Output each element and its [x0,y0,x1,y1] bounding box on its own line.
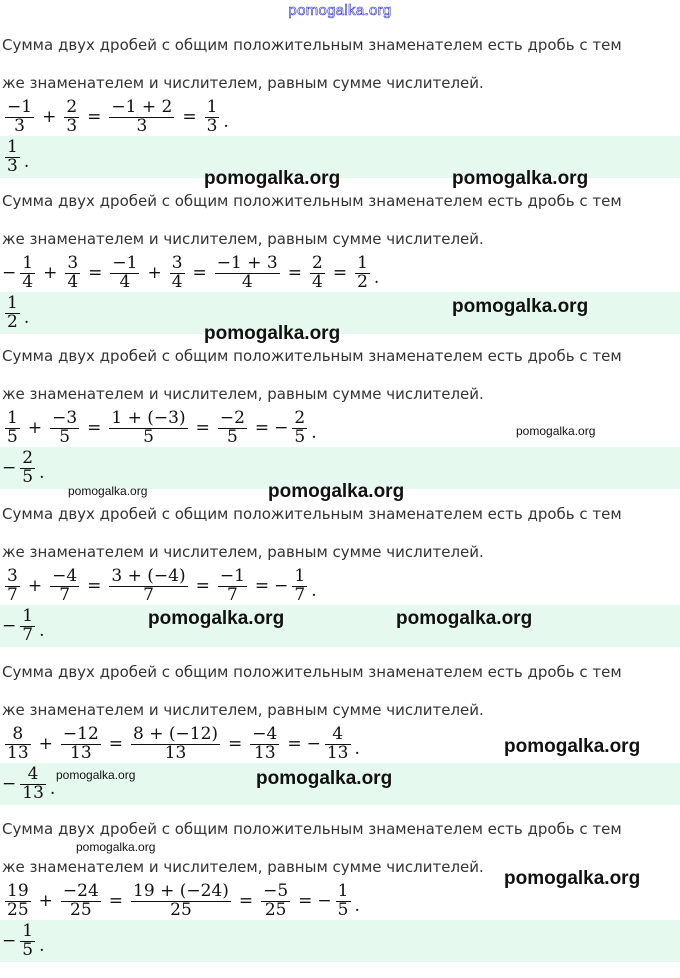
watermark: pomogalka.org [204,168,341,189]
math-operator: = [108,734,124,754]
math-operator: = [88,263,103,283]
numerator: 2 [311,252,323,273]
math-operator: = [228,734,243,754]
equation [2,878,360,924]
numerator: 8 + (−12) [133,723,219,744]
numerator: 1 [206,96,218,117]
denominator: 3 [66,115,78,136]
numerator: −1 [219,565,245,586]
denominator: 13 [22,782,44,803]
punctuation: . [223,112,229,132]
denominator: 25 [264,899,287,920]
math-operator: − [306,734,321,754]
numerator: −24 [62,880,99,901]
denominator: 4 [67,271,79,292]
watermark: pomogalka.org [256,768,393,789]
denominator: 13 [254,742,276,763]
watermark: pomogalka.org [68,484,148,498]
watermark: pomogalka.org [56,768,136,782]
math-operator: = [254,576,270,596]
math-operator: = [332,263,348,283]
denominator: 5 [337,899,349,920]
math-operator: − [2,616,17,636]
denominator: 4 [171,271,183,292]
explanation-line-2: же знаменателем и числителем, равным сумме числителей. [2,543,484,561]
equation [2,721,360,767]
math-operator: + [147,263,162,283]
fraction [50,565,79,605]
numerator: −12 [62,723,99,744]
watermark: pomogalka.org [504,736,641,757]
math-operator: − [2,263,17,283]
fraction [336,880,351,920]
denominator: 3 [7,155,18,176]
denominator: 4 [311,271,323,292]
denominator: 4 [22,271,34,292]
denominator: 7 [59,584,71,605]
numerator: 1 [7,136,18,157]
denominator: 2 [357,271,368,292]
punctuation: . [23,152,30,172]
explanation-line-2: же знаменателем и числителем, равным сумме числителей. [2,74,484,92]
problem-block-4 [0,505,680,663]
numerator: 19 [7,880,29,901]
fraction [50,407,79,447]
numerator: −4 [52,565,78,586]
answer-box [0,920,680,962]
math-operator: = [287,263,302,283]
math-operator: − [2,458,17,478]
watermark: pomogalka.org [504,868,641,889]
explanation-line-2: же знаменателем и числителем, равным сумме числителей. [2,858,484,876]
numerator: 3 [67,252,79,273]
numerator: −1 [112,252,138,273]
explanation-line-2: же знаменателем и числителем, равным сумме числителей. [2,701,484,719]
math-operator: = [192,263,207,283]
math-operator: = [195,576,210,596]
math-operator: = [298,891,313,911]
fraction [109,565,187,605]
fraction [292,565,307,605]
fraction [5,565,20,605]
fraction [325,723,351,763]
denominator: 5 [22,466,34,487]
watermark: pomogalka.org [452,168,589,189]
numerator: 19 + (−24) [133,880,229,901]
numerator: −4 [252,723,278,744]
math-operator: = [287,734,302,754]
fraction [5,136,20,176]
math-operator: = [195,418,210,438]
fraction [170,252,185,292]
denominator: 5 [226,426,238,447]
denominator: 3 [14,115,25,136]
numerator: 1 [22,252,34,273]
fraction [131,880,231,920]
numerator: −1 + 2 [111,96,173,117]
numerator: 3 [7,565,18,586]
fraction [292,407,307,447]
denominator: 4 [241,271,253,292]
explanation-line-2: же знаменателем и числителем, равным сумме числителей. [2,230,484,248]
numerator: −2 [219,407,245,428]
denominator: 7 [143,584,154,605]
fraction [261,880,290,920]
equation [2,563,317,609]
math-operator: + [38,734,53,754]
fraction [5,407,20,447]
math-operator: = [87,107,102,127]
math-operator: − [2,931,17,951]
denominator: 4 [119,271,131,292]
fraction [218,407,247,447]
fraction [61,880,101,920]
fraction [20,447,35,487]
math-operator: + [27,576,43,596]
numerator: −1 [7,96,33,117]
answer-value [2,918,44,964]
numerator: −5 [263,880,289,901]
math-operator: = [182,107,197,127]
fraction [5,880,31,920]
denominator: 2 [7,311,18,332]
numerator: 1 [337,880,349,901]
math-operator: + [38,891,53,911]
denominator: 13 [164,742,187,763]
punctuation: . [39,936,45,956]
denominator: 5 [22,939,34,960]
watermark: pomogalka.org [396,608,533,629]
denominator: 5 [294,426,306,447]
answer-value [2,445,44,491]
fraction [131,723,220,763]
fraction [64,96,79,136]
equation [2,405,317,451]
numerator: 1 [22,920,34,941]
punctuation: . [49,779,56,799]
fraction [5,96,34,136]
punctuation: . [354,739,360,759]
denominator: 25 [7,899,29,920]
watermark: pomogalka.org [452,296,589,317]
watermark: pomogalka.org [148,608,285,629]
equation [2,94,229,140]
math-operator: = [254,418,270,438]
math-operator: − [2,774,17,794]
math-operator: − [274,418,289,438]
math-operator: = [87,418,102,438]
site-header-link[interactable]: pomogalka.org [288,2,392,19]
numerator: 1 + (−3) [111,407,186,428]
fraction [20,252,35,292]
punctuation: . [354,896,360,916]
punctuation: . [373,268,380,288]
denominator: 3 [206,115,218,136]
answer-value [2,603,44,649]
denominator: 25 [170,899,192,920]
fraction [110,252,139,292]
denominator: 13 [326,742,349,763]
fraction [250,723,279,763]
denominator: 7 [294,584,306,605]
denominator: 5 [7,426,18,447]
numerator: 4 [332,723,344,744]
math-operator: + [27,418,43,438]
answer-value [2,761,55,807]
answer-box [0,605,680,647]
numerator: 1 [7,292,18,313]
watermark: pomogalka.org [516,424,596,438]
explanation-line-1: Сумма двух дробей с общим положительным знаменателем есть дробь с тем [2,347,622,365]
explanation-line-1: Сумма двух дробей с общим положительным знаменателем есть дробь с тем [2,192,622,210]
punctuation: . [23,308,30,328]
numerator: 1 [22,605,34,626]
math-operator: = [108,891,124,911]
math-operator: + [42,107,57,127]
punctuation: . [311,423,317,443]
numerator: 1 [357,252,368,273]
fraction [65,252,80,292]
fraction [20,763,46,803]
math-operator: − [317,891,332,911]
math-operator: + [43,263,58,283]
denominator: 7 [7,584,18,605]
explanation-line-1: Сумма двух дробей с общим положительным знаменателем есть дробь с тем [2,663,622,681]
numerator: 4 [27,763,39,784]
denominator: 25 [70,899,92,920]
fraction [215,252,280,292]
punctuation: . [311,581,317,601]
punctuation: . [39,621,45,641]
math-operator: = [87,576,102,596]
explanation-line-1: Сумма двух дробей с общим положительным знаменателем есть дробь с тем [2,36,622,54]
denominator: 7 [226,584,238,605]
fraction [20,605,35,645]
math-operator: − [274,576,289,596]
numerator: 2 [66,96,78,117]
fraction [218,565,247,605]
math-operator: = [238,891,254,911]
denominator: 13 [70,742,92,763]
answer-value [2,290,29,336]
numerator: 2 [294,407,306,428]
fraction [355,252,370,292]
explanation-line-2: же знаменателем и числителем, равным сумме числителей. [2,385,484,403]
watermark: pomogalka.org [268,481,405,502]
numerator: 1 [7,407,18,428]
fraction [310,252,325,292]
numerator: 2 [22,447,34,468]
fraction [61,723,101,763]
numerator: 8 [12,723,24,744]
denominator: 3 [136,115,148,136]
explanation-line-1: Сумма двух дробей с общим положительным знаменателем есть дробь с тем [2,505,622,523]
numerator: 3 [171,252,183,273]
fraction [5,723,31,763]
punctuation: . [39,463,45,483]
fraction [109,96,174,136]
denominator: 13 [7,742,29,763]
denominator: 7 [22,624,34,645]
numerator: −3 [52,407,78,428]
denominator: 5 [59,426,71,447]
equation [2,250,379,296]
numerator: 3 + (−4) [111,565,186,586]
numerator: 1 [294,565,306,586]
numerator: −1 + 3 [216,252,278,273]
fraction [20,920,35,960]
explanation-line-1: Сумма двух дробей с общим положительным знаменателем есть дробь с тем [2,820,622,838]
fraction [5,292,20,332]
answer-value [2,134,29,180]
watermark: pomogalka.org [76,840,156,854]
fraction [109,407,187,447]
denominator: 5 [143,426,154,447]
watermark: pomogalka.org [204,323,341,344]
fraction [205,96,220,136]
